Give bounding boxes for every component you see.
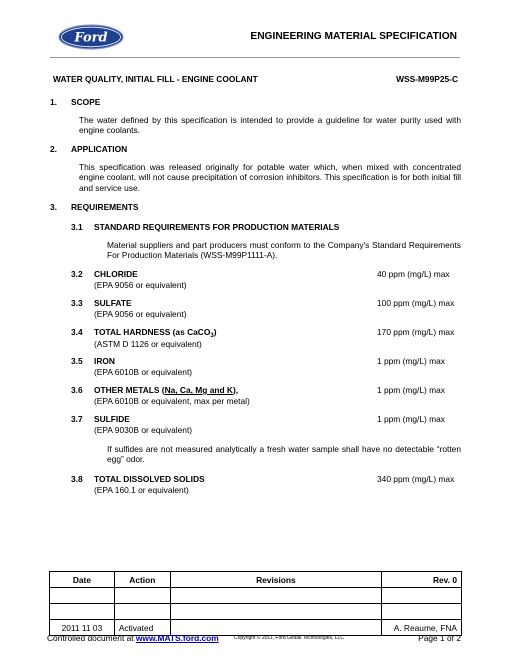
req-3-7-value: 1 ppm (mg/L) max [377,414,445,424]
req-3-3-method: (EPA 9056 or equivalent) [94,309,187,319]
section-2-text: This specification was released originally for potable water which, when mixed with concentrated engine coolant, will not cause precipitation of corrosion inhibitors. This specification is for both initial fill and service use. [79,162,461,193]
section-2-number: 2. [50,144,57,154]
sub-3-1-text: Material suppliers and part producers must conform to the Company's Standard Requirements For Production Materials (WSS-M99P1111-A). [107,240,461,261]
req-3-3-value: 100 ppm (mg/L) max [377,298,455,308]
req-3-3-number: 3.3 [71,298,83,308]
req-3-4-value: 170 ppm (mg/L) max [377,327,455,337]
section-1-text: The water defined by this specification is intended to provide a guideline for water purity used with engine coolants. [79,115,461,136]
ford-logo [58,24,124,50]
footer-controlled: Controlled document at www.MATS.ford.com [47,633,219,643]
req-3-8-number: 3.8 [71,474,83,484]
header-rule [50,57,460,58]
req-3-8-method: (EPA 160.1 or equivalent) [94,485,189,495]
sub-3-1-number: 3.1 [71,222,83,232]
footer-copyright: Copyright © 2011, Ford Global Technologies, LLC [234,635,344,641]
req-3-6-number: 3.6 [71,385,83,395]
revision-table-header [50,572,462,588]
req-3-8-value: 340 ppm (mg/L) max [377,474,455,484]
header-revisions: Revisions [170,572,381,588]
header-title: ENGINEERING MATERIAL SPECIFICATION [250,31,457,42]
section-3-number: 3. [50,202,57,212]
req-3-5-heading: IRON [94,356,115,366]
document-number: WSS-M99P25-C [396,74,458,84]
req-3-6-value: 1 ppm (mg/L) max [377,385,445,395]
footer-page: Page 1 of 2 [418,633,461,643]
req-3-6-method: (EPA 6010B or equivalent, max per metal) [94,396,250,406]
ford-logo-text: Ford [74,30,108,46]
table-row-empty-2 [50,604,462,620]
req-3-7-note: If sulfides are not measured analytically a fresh water sample shall have no detectable “rotten egg” odor. [107,444,461,465]
req-3-6-heading: OTHER METALS (Na, Ca, Mg and K), [94,385,239,395]
row-date: 2011 11 03 [50,620,115,636]
sub-3-1-heading: STANDARD REQUIREMENTS FOR PRODUCTION MATERIALS [94,222,340,232]
revision-table [49,571,462,636]
req-3-5-value: 1 ppm (mg/L) max [377,356,445,366]
req-3-2-method: (EPA 9056 or equivalent) [94,280,187,290]
row-rev: A. Reaume, FNA [382,620,462,636]
section-3-heading: REQUIREMENTS [71,202,139,212]
mats-link[interactable]: www.MATS.ford.com [135,633,219,643]
req-3-5-number: 3.5 [71,356,83,366]
req-3-7-method: (EPA 9030B or equivalent) [94,425,193,435]
header-date: Date [50,572,115,588]
document-title: WATER QUALITY, INITIAL FILL - ENGINE COOLANT [53,74,258,84]
req-3-8-heading: TOTAL DISSOLVED SOLIDS [94,474,205,484]
req-3-4-number: 3.4 [71,327,83,337]
table-row-empty-1 [50,588,462,604]
req-3-2-number: 3.2 [71,269,83,279]
section-2-heading: APPLICATION [71,144,128,154]
req-3-2-heading: CHLORIDE [94,269,138,279]
header-action: Action [114,572,170,588]
req-3-3-heading: SULFATE [94,298,132,308]
section-1-heading: SCOPE [71,97,101,107]
header-rev: Rev. 0 [382,572,462,588]
req-3-5-method: (EPA 6010B or equivalent) [94,367,193,377]
req-3-4-method: (ASTM D 1126 or equivalent) [94,339,202,349]
req-3-4-heading: TOTAL HARDNESS (as CaCO$_3$) [94,327,217,339]
row-action: Activated [114,620,170,636]
req-3-2-value: 40 ppm (mg/L) max [377,269,450,279]
req-3-7-number: 3.7 [71,414,83,424]
section-1-number: 1. [50,97,57,107]
req-3-7-heading: SULFIDE [94,414,130,424]
